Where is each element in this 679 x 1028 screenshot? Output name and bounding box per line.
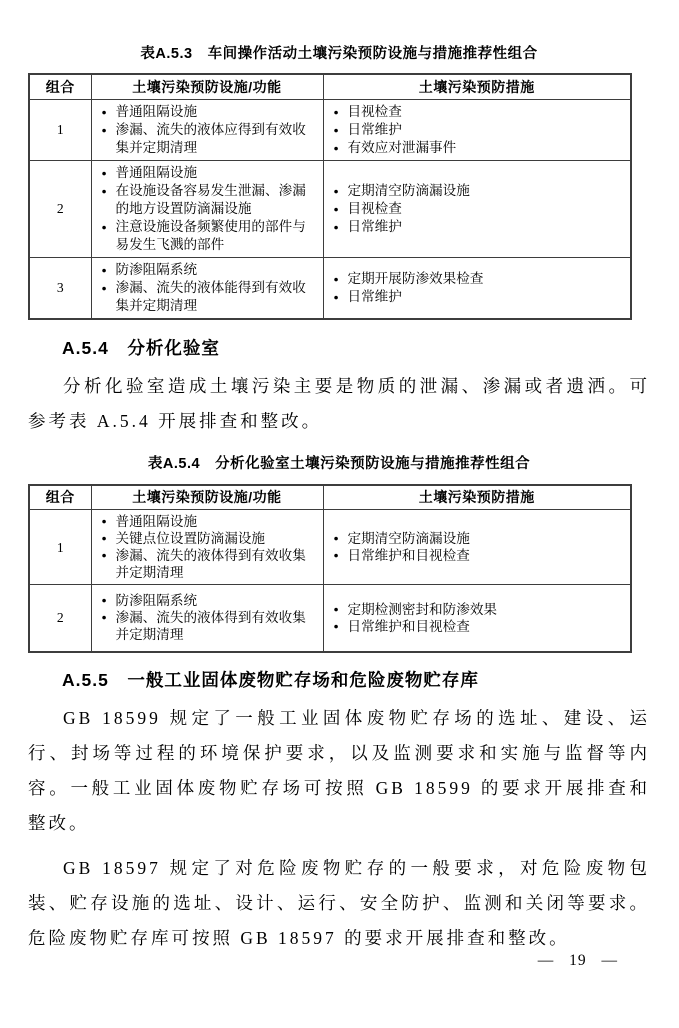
bullet-list-item (328, 547, 626, 564)
bullet-icon: ● (333, 550, 339, 560)
document-page (0, 45, 679, 1028)
bullet-list-item (96, 547, 318, 581)
bullet-text: 日常维护 (347, 121, 402, 137)
header-cell-combination: 组合 (29, 74, 91, 99)
combination-number: 2 (29, 160, 91, 257)
facilities-cell (91, 585, 323, 652)
bullet-list-item (96, 121, 318, 157)
bullet-icon: ● (333, 221, 339, 232)
bullet-list-item (328, 270, 626, 288)
bullet-list-item (96, 218, 318, 254)
bullet-list-item (328, 218, 626, 236)
bullet-list-item (96, 182, 318, 218)
bullet-text: 目视检查 (347, 200, 402, 216)
bullet-icon: ● (101, 167, 107, 178)
bullet-text: 注意设施设备频繁使用的部件与易发生飞溅的部件 (115, 218, 306, 252)
bullet-icon: ● (101, 185, 107, 196)
bullet-icon: ● (333, 273, 339, 284)
table-a53-title: 表A.5.3 车间操作活动土壤污染预防设施与措施推荐性组合 (140, 46, 538, 62)
bullet-list-item (328, 601, 626, 618)
bullet-icon: ● (333, 533, 339, 543)
facilities-cell (91, 99, 323, 160)
bullet-text: 防渗阻隔系统 (115, 261, 198, 277)
table-a54-title: 表A.5.4 分析化验室土壤污染预防设施与措施推荐性组合 (147, 455, 531, 472)
header-cell-combination: 组合 (29, 485, 91, 510)
table-a54 (28, 484, 632, 653)
bullet-text: 普通阻隔设施 (115, 514, 198, 529)
bullet-list-item (328, 200, 626, 218)
bullet-icon: ● (101, 595, 107, 606)
bullet-icon: ● (101, 550, 107, 560)
bullet-list-item (328, 139, 626, 157)
table-header-row (29, 74, 631, 99)
bullet-text: 渗漏、流失的液体得到有效收集并定期清理 (115, 610, 306, 643)
bullet-icon: ● (101, 612, 107, 623)
bullet-icon: ● (333, 291, 339, 302)
facilities-cell (91, 160, 323, 257)
measures-cell (323, 585, 631, 652)
bullet-list-item (96, 103, 318, 121)
combination-number: 3 (29, 257, 91, 319)
measures-cell (323, 257, 631, 319)
bullet-text: 日常维护 (347, 218, 402, 234)
combination-number: 1 (29, 510, 91, 585)
bullet-list-item (328, 121, 626, 139)
bullet-icon: ● (333, 106, 339, 117)
header-cell-measures: 土壤污染预防措施 (323, 74, 631, 99)
bullet-text: 定期检测密封和防渗效果 (347, 601, 498, 617)
bullet-text: 关键点位设置防滴漏设施 (115, 531, 266, 546)
bullet-list-item (328, 103, 626, 121)
bullet-list-item (96, 592, 318, 609)
bullet-list-item (96, 609, 318, 643)
bullet-text: 防渗阻隔系统 (115, 593, 198, 609)
bullet-text: 普通阻隔设施 (115, 103, 198, 119)
bullet-icon: ● (333, 185, 339, 196)
paragraph: GB 18597 规定了对危险废物贮存的一般要求，对危险废物包装、贮存设施的选址、设计、运行、安全防护、监测和关闭等要求。危险废物贮存库可按照 GB 18597 的要求开展排查和整改。 (28, 857, 650, 948)
header-cell-facilities: 土壤污染预防设施/功能 (91, 485, 323, 510)
bullet-text: 日常维护和目视检查 (347, 618, 470, 634)
combination-number: 2 (29, 585, 91, 652)
section-heading-a54: A.5.4 分析化验室 (62, 337, 220, 358)
facilities-cell (91, 257, 323, 319)
bullet-icon: ● (333, 620, 339, 631)
bullet-list-item (328, 182, 626, 200)
header-cell-facilities: 土壤污染预防设施/功能 (91, 74, 323, 99)
paragraph: GB 18599 规定了一般工业固体废物贮存场的选址、建设、运行、封场等过程的环境保护要求，以及监测要求和实施与监督等内容。一般工业固体废物贮存场可按照 GB 18599 的要求开展排查和整改。 (28, 707, 650, 833)
bullet-text: 定期清空防滴漏设施 (347, 531, 470, 546)
bullet-icon: ● (101, 124, 107, 135)
bullet-icon: ● (101, 106, 107, 117)
facilities-cell (91, 510, 323, 585)
header-cell-measures: 土壤污染预防措施 (323, 485, 631, 510)
bullet-icon: ● (101, 282, 107, 293)
table-row (29, 510, 631, 585)
bullet-text: 有效应对泄漏事件 (347, 139, 457, 155)
bullet-icon: ● (333, 142, 339, 153)
bullet-text: 日常维护和目视检查 (347, 548, 470, 563)
bullet-icon: ● (333, 603, 339, 614)
bullet-icon: ● (101, 516, 107, 526)
bullet-icon: ● (333, 203, 339, 214)
bullet-list-item (96, 279, 318, 315)
bullet-text: 渗漏、流失的液体得到有效收集并定期清理 (115, 548, 306, 580)
bullet-text: 日常维护 (347, 288, 402, 304)
paragraph: 分析化验室造成土壤污染主要是物质的泄漏、渗漏或者遗洒。可参考表 A.5.4 开展排查和整改。 (28, 375, 650, 431)
bullet-text: 普通阻隔设施 (115, 164, 198, 180)
combination-number: 1 (29, 99, 91, 160)
bullet-list-item (96, 513, 318, 530)
measures-cell (323, 510, 631, 585)
section-heading-a55: A.5.5 一般工业固体废物贮存场和危险废物贮存库 (62, 669, 479, 690)
bullet-text: 目视检查 (347, 103, 402, 119)
table-header-row (29, 485, 631, 510)
bullet-list-item (96, 530, 318, 547)
bullet-list-item (96, 164, 318, 182)
bullet-list-item (96, 261, 318, 279)
bullet-text: 定期清空防滴漏设施 (347, 182, 470, 198)
table-row (29, 99, 631, 160)
measures-cell (323, 160, 631, 257)
bullet-text: 渗漏、流失的液体能得到有效收集并定期清理 (115, 279, 306, 313)
measures-cell (323, 99, 631, 160)
bullet-icon: ● (101, 264, 107, 275)
table-row (29, 160, 631, 257)
bullet-list-item (328, 288, 626, 306)
bullet-icon: ● (333, 124, 339, 135)
bullet-text: 定期开展防渗效果检查 (347, 270, 484, 286)
bullet-text: 渗漏、流失的液体应得到有效收集并定期清理 (115, 121, 306, 155)
bullet-icon: ● (101, 533, 107, 543)
bullet-list-item (328, 618, 626, 635)
bullet-text: 在设施设备容易发生泄漏、渗漏的地方设置防滴漏设施 (115, 182, 306, 216)
table-row (29, 257, 631, 319)
table-row (29, 585, 631, 652)
page-number: — 19 — (537, 952, 618, 969)
bullet-list-item (328, 530, 626, 547)
table-a53 (28, 73, 632, 320)
bullet-icon: ● (101, 221, 107, 232)
